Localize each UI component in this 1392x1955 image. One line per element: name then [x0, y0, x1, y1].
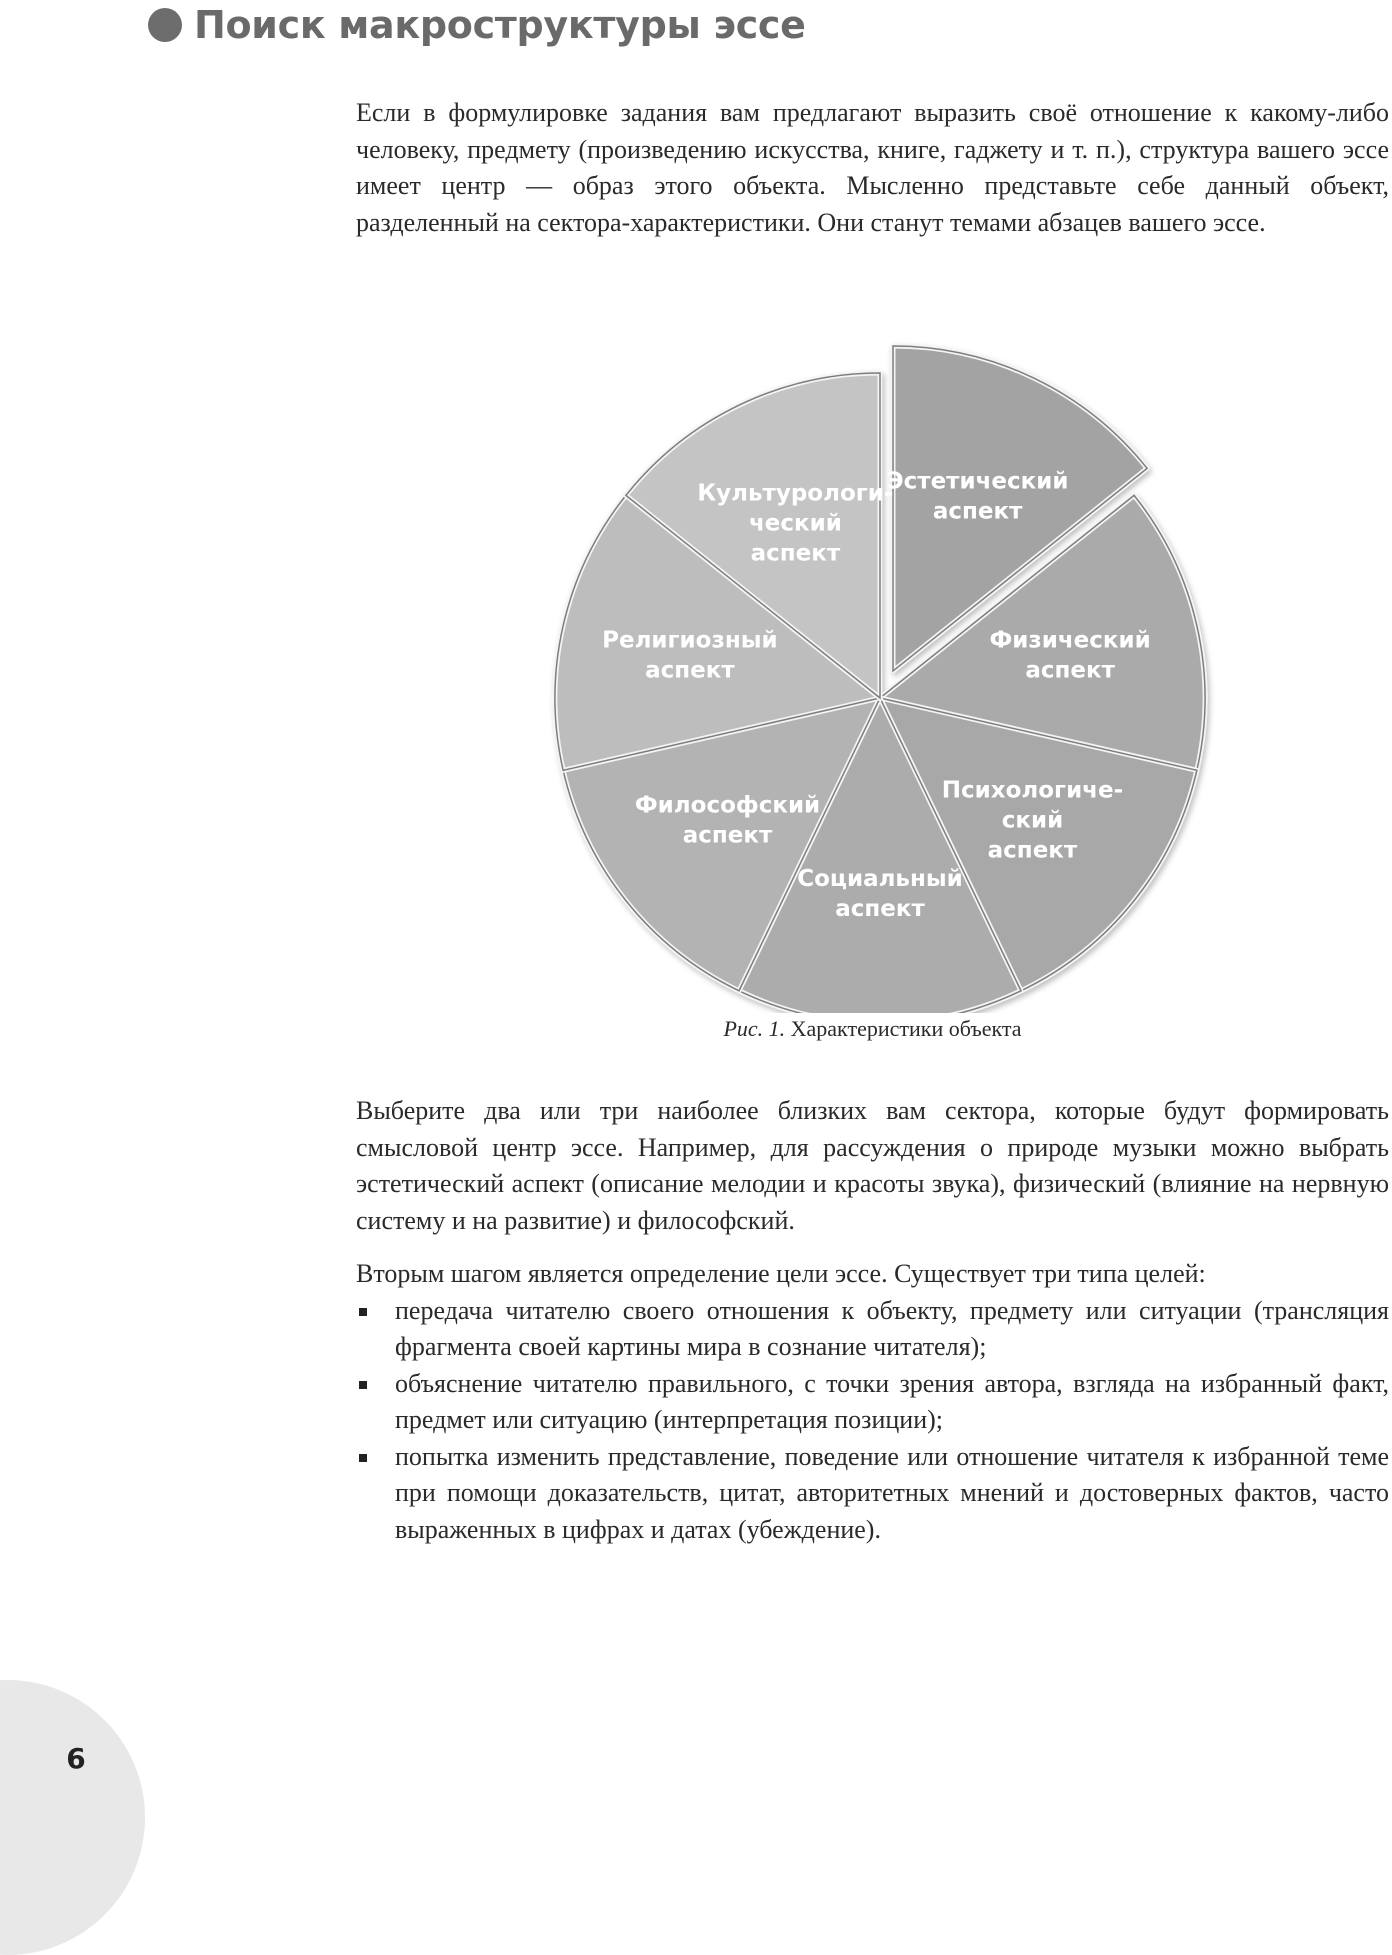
goal-text: объяснение читателю правильного, с точки зрения автора, взгляда на избранный факт, предмет или ситуацию (интерпретация позиции);	[395, 1368, 1389, 1434]
pie-slice-label-line: ческий	[748, 510, 842, 537]
goals-block	[356, 1256, 1389, 1548]
square-bullet-icon	[359, 1381, 367, 1389]
after-paragraph-block	[356, 1093, 1389, 1239]
square-bullet-icon	[359, 1454, 367, 1462]
pie-slice-label-line: Физический	[989, 627, 1151, 654]
figure-caption	[356, 1016, 1389, 1042]
pie-slice-label-line: Психологиче-	[941, 777, 1124, 804]
page-number: 6	[66, 1742, 86, 1775]
pie-slice-label-line: Культурологи-	[697, 480, 894, 507]
list-item	[356, 1293, 1389, 1366]
pie-slice-label-line: аспект	[1025, 657, 1115, 684]
section-heading	[148, 0, 806, 50]
section-title: Поиск макроструктуры эссе	[194, 3, 806, 47]
pie-slice-label-line: аспект	[682, 822, 773, 849]
goal-text: попытка изменить представление, поведение или отношение читателя к избранной теме при помощи доказательств, цитат, авторитетных мнений и достоверных фактов, часто выраженных в цифрах и датах (убеждение).	[395, 1441, 1389, 1544]
heading-bullet-icon	[148, 8, 182, 42]
pie-slice-label-line: ский	[1001, 807, 1064, 834]
pie-slice-label-line: Эстетический	[886, 468, 1069, 495]
pie-chart-svg	[520, 278, 1220, 1013]
figure-caption-text: Характеристики объекта	[790, 1016, 1022, 1041]
pie-slice-label-line: Философский	[634, 792, 821, 819]
page-corner-decoration	[0, 1680, 145, 1955]
pie-slice-label-line: Религиозный	[602, 627, 778, 654]
aspects-pie-chart	[520, 278, 1220, 1013]
list-item	[356, 1366, 1389, 1439]
goals-list	[356, 1293, 1389, 1549]
pie-slice-label-line: аспект	[750, 540, 841, 567]
pie-slice-label-line: аспект	[932, 498, 1023, 525]
goals-intro: Вторым шагом является определение цели эссе. Существует три типа целей:	[356, 1259, 1206, 1288]
goal-text: передача читателю своего отношения к объекту, предмету или ситуации (трансляция фрагмента своей картины мира в сознание читателя);	[395, 1295, 1389, 1361]
figure-number: Рис. 1.	[723, 1016, 786, 1041]
pie-slice-label-line: аспект	[987, 837, 1078, 864]
pie-slice-label-line: аспект	[645, 657, 735, 684]
square-bullet-icon	[359, 1308, 367, 1316]
intro-paragraph: Если в формулировке задания вам предлагают выразить своё отношение к какому-либо человеку, предмету (произведению искусства, книге, гаджету и т. п.), структура вашего эссе имеет центр — образ этого объекта. Мысленно представьте себе данный объект, разделенный на сектора-характеристики. Они станут темами абзацев вашего эссе.	[356, 98, 1389, 237]
pie-slice-label-line: Социальный	[797, 866, 963, 892]
pie-slice-label-line: аспект	[835, 896, 925, 922]
after-paragraph: Выберите два или три наиболее близких вам сектора, которые будут формировать смысловой центр эссе. Например, для рассуждения о природе музыки можно выбрать эстетический аспект (описание мелодии и красоты звука), физический (влияние на нервную систему и на развитие) и философский.	[356, 1096, 1389, 1235]
list-item	[356, 1439, 1389, 1549]
intro-paragraph-block	[356, 95, 1389, 241]
